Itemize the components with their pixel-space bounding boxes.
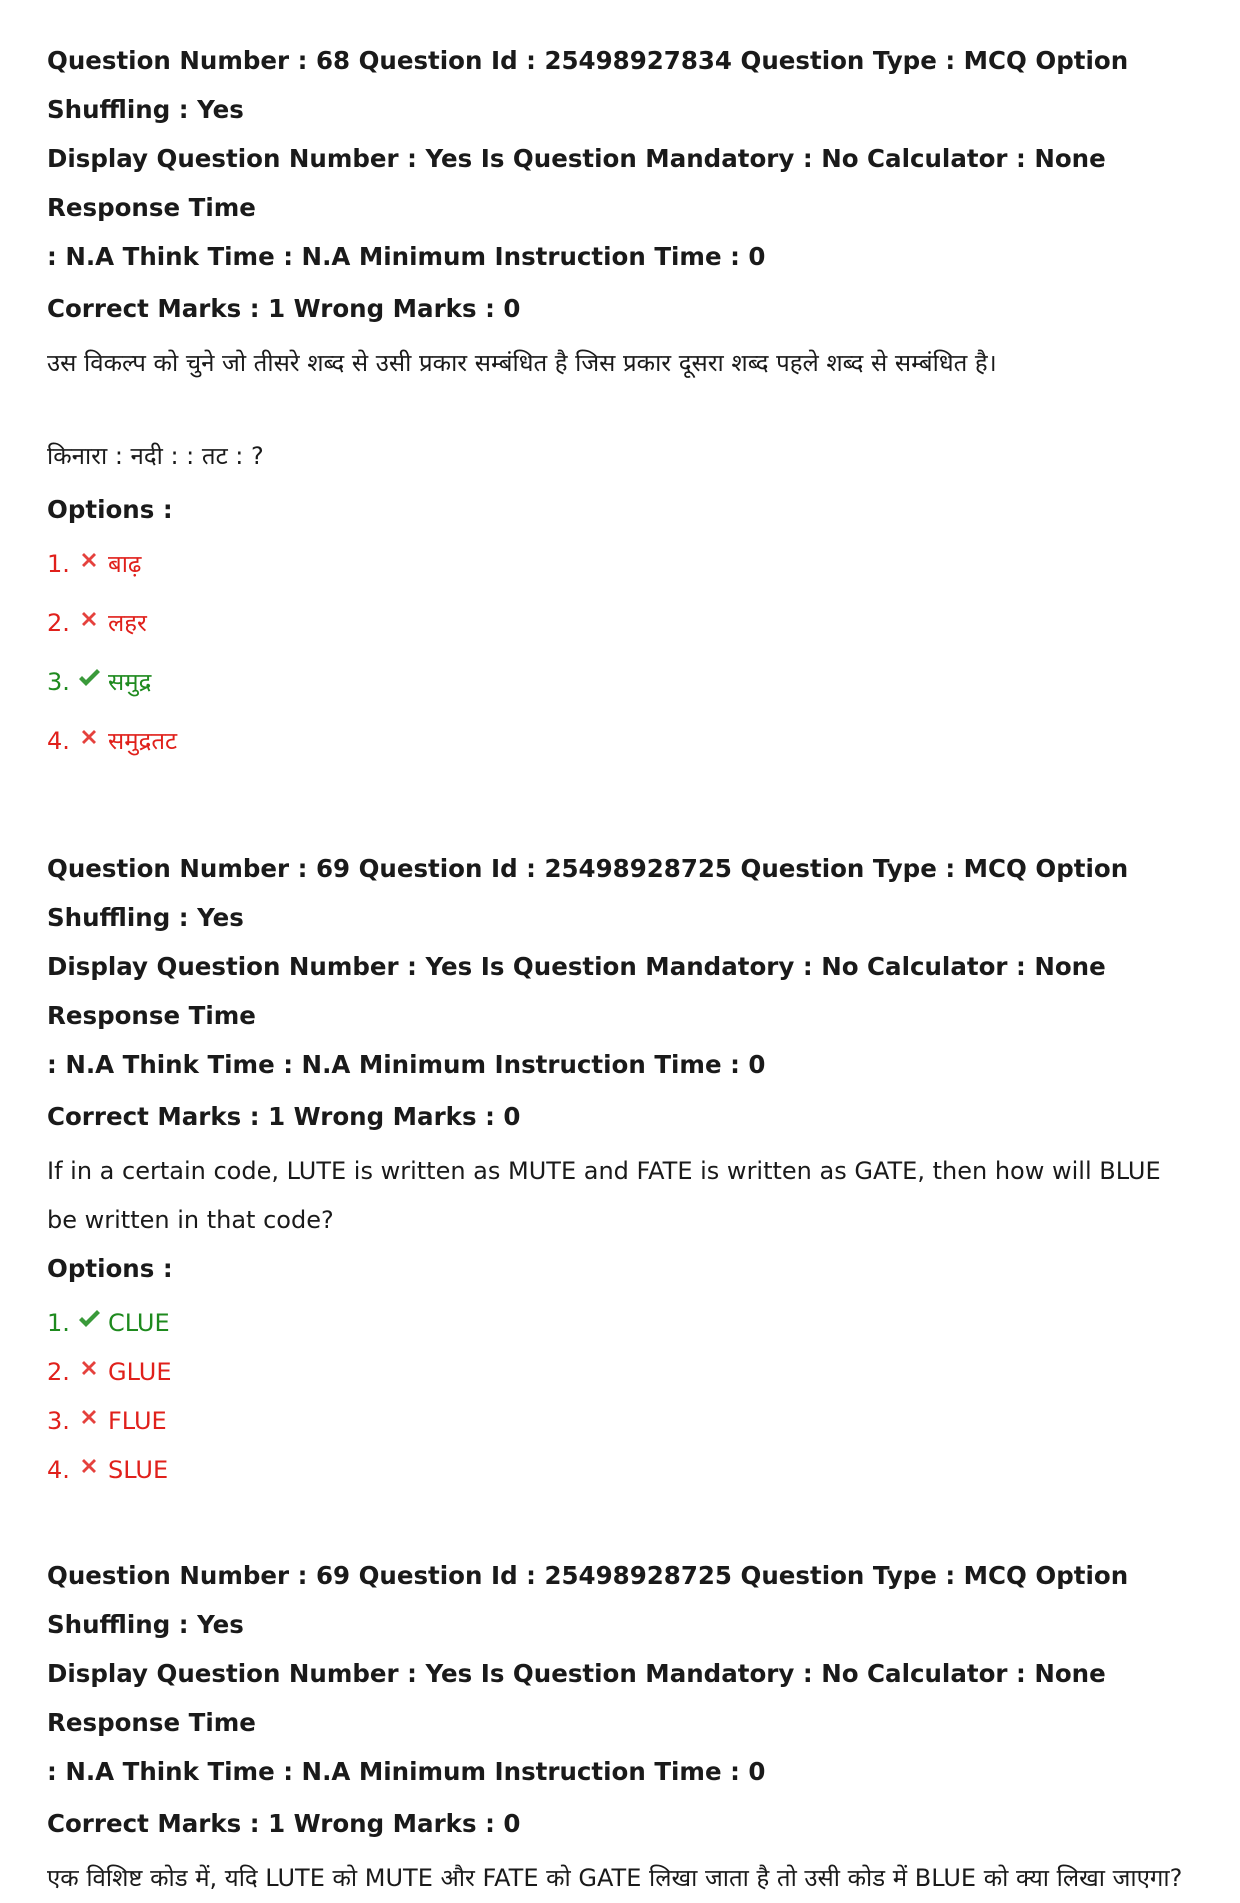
option-text: CLUE [108,1309,170,1337]
question-text: उस विकल्प को चुने जो तीसरे शब्द से उसी प्रकार सम्बंधित है जिस प्रकार दूसरा शब्द पहले शब्द से सम्बंधित है। [47,349,997,377]
question-analogy-text: किनारा : नदी : : तट : ? [47,442,264,470]
question-meta-line: Question Number : 69 Question Id : 25498928725 Question Type : MCQ Option Shuffling : Yes [47,854,1129,932]
question-meta-line: : N.A Think Time : N.A Minimum Instruction Time : 0 [47,1757,766,1786]
question-meta-line: : N.A Think Time : N.A Minimum Instruction Time : 0 [47,1050,766,1079]
cross-icon [77,544,105,572]
option-item [47,1352,1197,1392]
marks-line: Correct Marks : 1 Wrong Marks : 0 [47,294,521,323]
spacer [47,780,1197,844]
question-meta-line: Display Question Number : Yes Is Question Mandatory : No Calculator : None Response Time [47,1659,1106,1737]
option-item [47,1303,1197,1343]
question-meta-line: Question Number : 69 Question Id : 25498928725 Question Type : MCQ Option Shuffling : Yes [47,1561,1129,1639]
cross-icon [77,1401,105,1429]
question-meta-line: Question Number : 68 Question Id : 25498927834 Question Type : MCQ Option Shuffling : Yes [47,46,1129,124]
option-text: समुद्र [108,668,152,696]
marks-line: Correct Marks : 1 Wrong Marks : 0 [47,1809,521,1838]
option-number: 1. [47,550,70,578]
option-text: FLUE [108,1407,167,1435]
option-number: 4. [47,1456,70,1484]
option-text: बाढ़ [108,550,142,578]
question-block [47,1551,1197,1903]
option-text: SLUE [108,1456,169,1484]
option-item [47,721,1197,761]
document-page [47,36,1197,1903]
option-item [47,662,1197,702]
option-number: 2. [47,609,70,637]
question-meta-line: : N.A Think Time : N.A Minimum Instruction Time : 0 [47,242,766,271]
cross-icon [77,1352,105,1380]
question-block [47,36,1197,761]
option-item [47,603,1197,643]
option-text: समुद्रतट [108,727,178,755]
spacer [47,1499,1197,1551]
question-meta-line: Display Question Number : Yes Is Question Mandatory : No Calculator : None Response Time [47,952,1106,1030]
option-number: 4. [47,727,70,755]
cross-icon [77,1450,105,1478]
check-icon [77,662,105,690]
question-text: एक विशिष्ट कोड में, यदि LUTE को MUTE और FATE को GATE लिखा जाता है तो उसी कोड में BLUE को क्या लिखा जाएगा? [47,1864,1183,1892]
check-icon [77,1303,105,1331]
option-number: 2. [47,1358,70,1386]
question-block [47,844,1197,1490]
option-item [47,544,1197,584]
option-number: 3. [47,668,70,696]
cross-icon [77,603,105,631]
option-text: लहर [108,609,147,637]
cross-icon [77,721,105,749]
option-number: 3. [47,1407,70,1435]
question-text: If in a certain code, LUTE is written as MUTE and FATE is written as GATE, then how will BLUE be written in that code? [47,1157,1161,1234]
option-number: 1. [47,1309,70,1337]
option-item [47,1450,1197,1490]
marks-line: Correct Marks : 1 Wrong Marks : 0 [47,1102,521,1131]
option-item [47,1401,1197,1441]
options-label: Options : [47,1254,173,1283]
options-label: Options : [47,495,173,524]
question-meta-line: Display Question Number : Yes Is Question Mandatory : No Calculator : None Response Time [47,144,1106,222]
option-text: GLUE [108,1358,172,1386]
